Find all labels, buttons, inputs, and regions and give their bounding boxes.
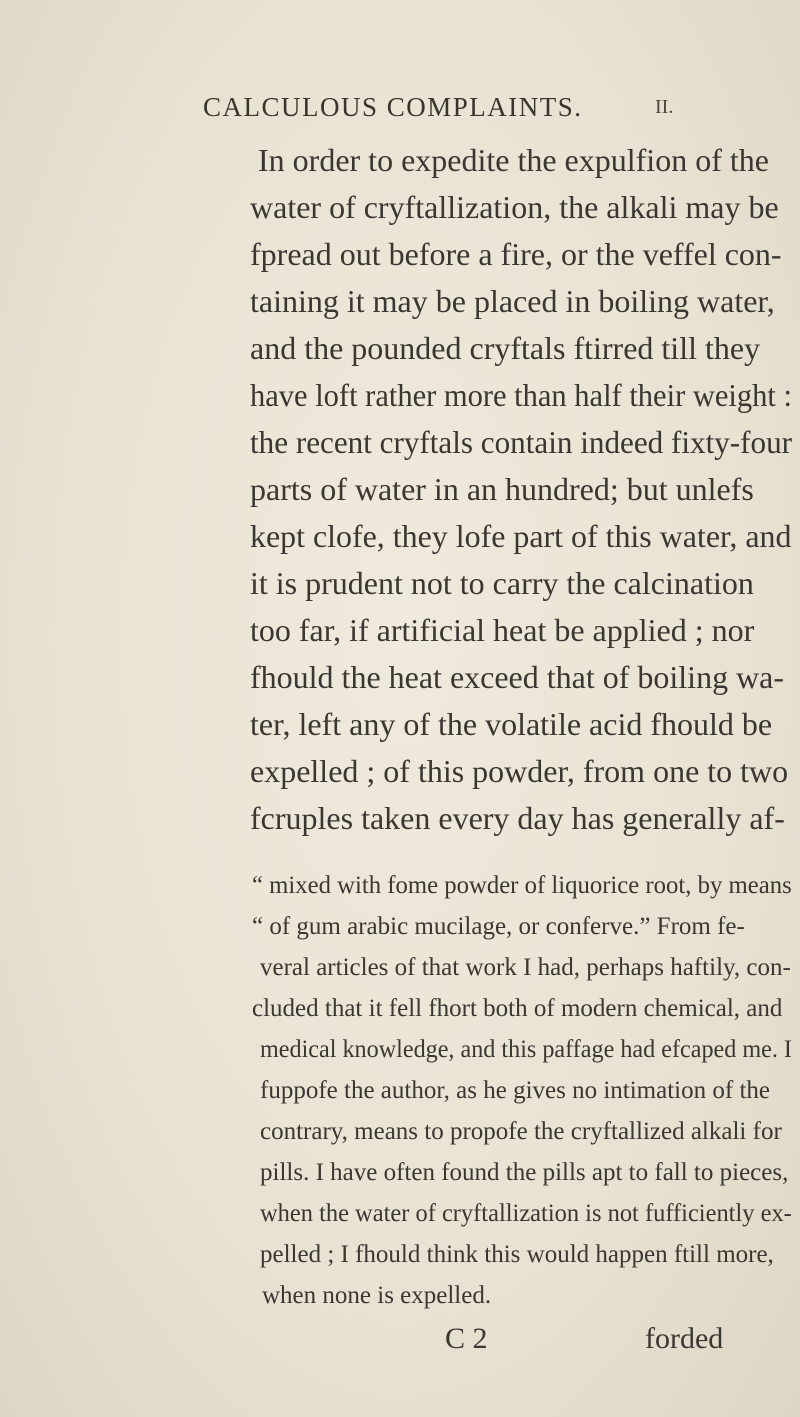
footnote-line: pelled ; I fhould think this would happen ftill more, [260,1241,774,1268]
text-line: water of cryftallization, the alkali may be [250,189,779,225]
footnote-line: when none is expelled. [262,1282,492,1309]
text-line: In order to expedite the expulfion of the [258,142,769,178]
footnote-line: fuppofe the author, as he gives no intimation of the [260,1077,770,1104]
text-line: fcruples taken every day has generally af- [250,800,785,836]
catchword: forded [645,1322,724,1355]
footnote-line: contrary, means to propofe the cryftallized alkali for [260,1118,782,1145]
footnote-line: medical knowledge, and this paffage had efcaped me. I [260,1036,792,1063]
footnote-line: when the water of cryftallization is not fufficiently ex- [260,1200,792,1227]
running-head [0,92,800,132]
text-line: fpread out before a fire, or the veffel con- [250,236,782,272]
text-line: the recent cryftals contain indeed fixty-four [250,424,793,460]
footnote-line: pills. I have often found the pills apt to fall to pieces, [260,1159,789,1186]
text-line: fhould the heat exceed that of boiling wa- [250,659,785,695]
text-line: expelled ; of this powder, from one to two [250,753,789,789]
footnote-line: “ mixed with fome powder of liquorice root, by means [252,872,792,899]
text-line: have loft rather more than half their weight : [250,377,792,413]
text-line: it is prudent not to carry the calcination [250,565,754,601]
text-line: kept clofe, they lofe part of this water, and [250,518,792,554]
text-line: parts of water in an hundred; but unlefs [250,471,754,507]
footnote-line: “ of gum arabic mucilage, or conferve.” From fe- [252,913,745,940]
text-line: too far, if artificial heat be applied ; nor [250,612,755,648]
running-head-title: CALCULOUS COMPLAINTS. [203,92,583,122]
page-number: II. [655,96,674,118]
text-line: and the pounded cryftals ftirred till they [250,330,761,366]
text-line: taining it may be placed in boiling water, [250,283,775,319]
footnote-line: cluded that it fell fhort both of modern chemical, and [252,995,783,1022]
text-line: ter, left any of the volatile acid fhould be [250,706,773,742]
footnote-line: veral articles of that work I had, perhaps haftily, con- [260,954,791,981]
signature-mark: C 2 [445,1322,488,1355]
